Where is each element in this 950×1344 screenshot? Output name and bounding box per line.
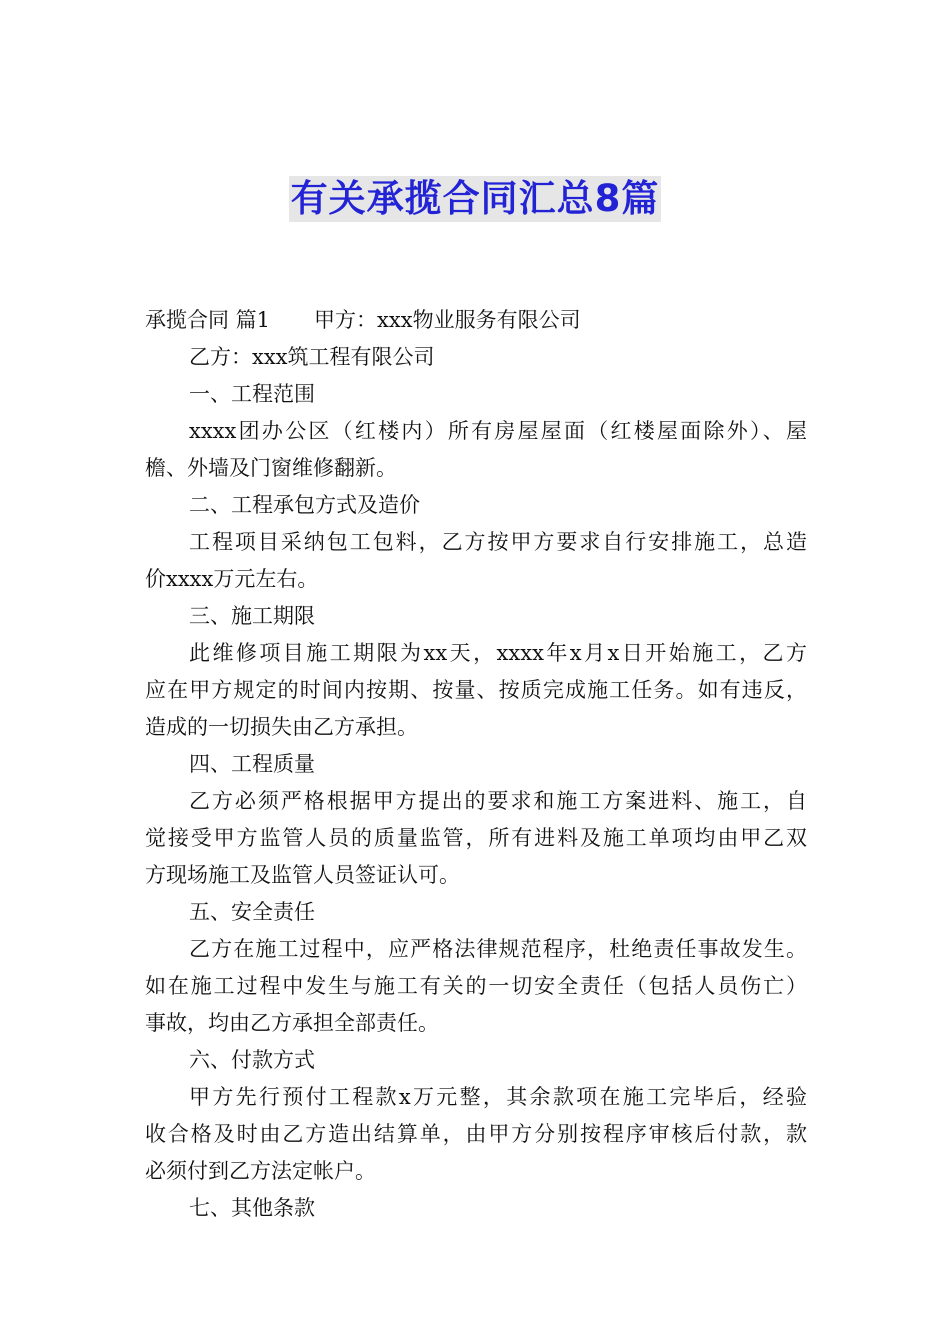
contract-header-line (145, 302, 807, 339)
party-a: 甲方：xxx物业服务有限公司 (314, 308, 581, 332)
section-heading-contract-method: 二、工程承包方式及造价 (189, 493, 420, 517)
paragraph-line: 应在甲方规定的时间内按期、按量、按质完成施工任务。如有违反， (145, 678, 807, 702)
contract-label: 承揽合同 篇1 (145, 308, 271, 332)
section-heading-quality: 四、工程质量 (189, 752, 315, 776)
paragraph-line: 方现场施工及监管人员签证认可。 (145, 863, 460, 887)
paragraph-line: 价xxxx万元左右。 (145, 567, 319, 591)
document-title: 有关承揽合同汇总8篇 (290, 177, 660, 220)
section-heading-payment: 六、付款方式 (189, 1048, 315, 1072)
section-heading-period: 三、施工期限 (189, 604, 315, 628)
paragraph-line: 乙方在施工过程中，应严格法律规范程序，杜绝责任事故发生。 (189, 937, 807, 961)
paragraph-line: 事故，均由乙方承担全部责任。 (145, 1011, 439, 1035)
paragraph-line: 必须付到乙方法定帐户。 (145, 1159, 376, 1183)
section-heading-safety: 五、安全责任 (189, 900, 315, 924)
document-body (145, 302, 807, 1227)
paragraph-line: 觉接受甲方监管人员的质量监管，所有进料及施工单项均由甲乙双 (145, 826, 807, 850)
paragraph-line: 如在施工过程中发生与施工有关的一切安全责任（包括人员伤亡） (145, 974, 807, 998)
paragraph-line: 甲方先行预付工程款x万元整，其余款项在施工完毕后，经验 (189, 1085, 807, 1109)
paragraph-line: xxxx团办公区（红楼内）所有房屋屋面（红楼屋面除外）、屋 (189, 419, 807, 443)
paragraph-line: 造成的一切损失由乙方承担。 (145, 715, 418, 739)
section-heading-other: 七、其他条款 (189, 1196, 315, 1220)
paragraph-line: 收合格及时由乙方造出结算单，由甲方分别按程序审核后付款，款 (145, 1122, 807, 1146)
paragraph-line: 檐、外墙及门窗维修翻新。 (145, 456, 397, 480)
paragraph-line: 乙方必须严格根据甲方提出的要求和施工方案进料、施工，自 (189, 789, 807, 813)
title-container (0, 176, 950, 222)
paragraph-line: 此维修项目施工期限为xx天，xxxx年x月x日开始施工，乙方 (189, 641, 807, 665)
paragraph-line: 工程项目采纳包工包料，乙方按甲方要求自行安排施工，总造 (189, 530, 807, 554)
party-b: 乙方：xxx筑工程有限公司 (189, 345, 435, 369)
section-heading-scope: 一、工程范围 (189, 382, 315, 406)
